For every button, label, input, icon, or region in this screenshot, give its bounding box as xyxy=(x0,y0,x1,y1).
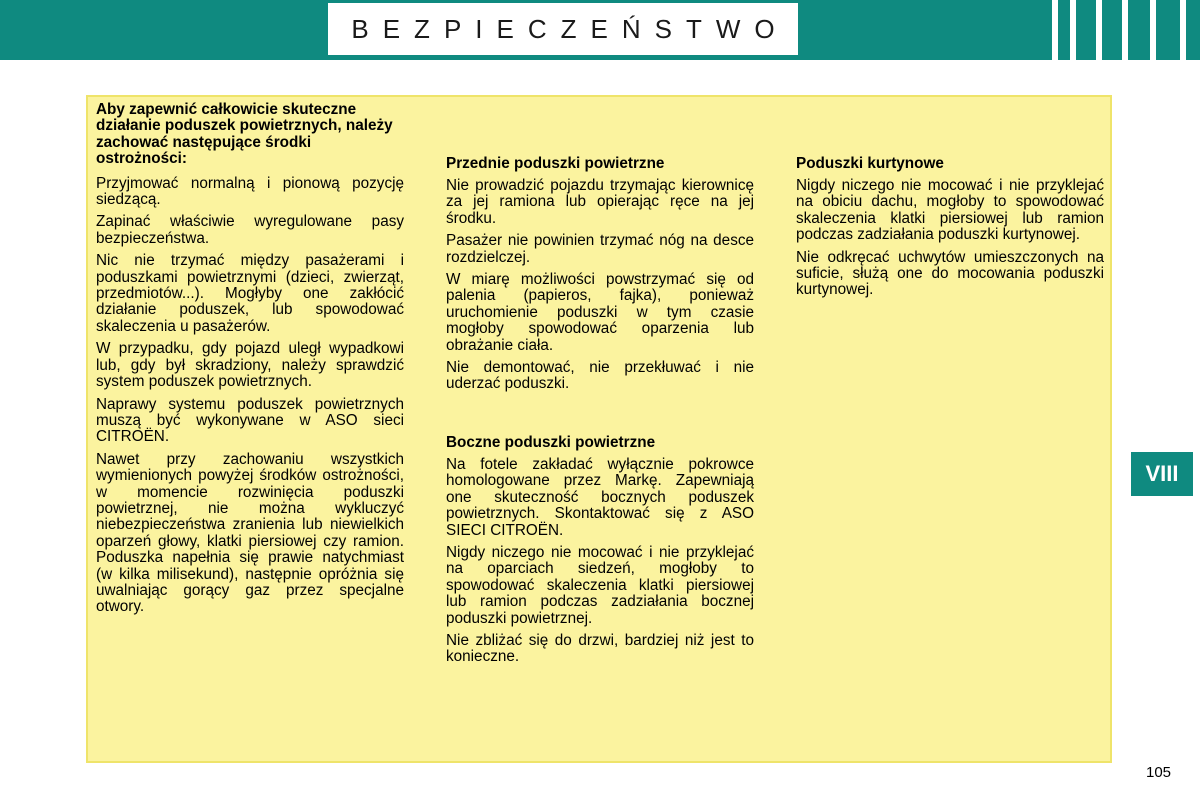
section-heading-curtain-airbags: Poduszki kurtynowe xyxy=(796,155,944,172)
header-stripe xyxy=(1122,0,1128,60)
header-stripe xyxy=(1150,0,1156,60)
paragraph: Nigdy niczego nie mocować i nie przyklejać na obiciu dachu, mogłoby to spowodować skaleczenia klatki piersiowej lub ramion podczas zadziałania poduszki kurtynowej. xyxy=(796,177,1104,244)
header-title-box xyxy=(328,3,798,55)
paragraph: W miarę możliwości powstrzymać się od palenia (papieros, fajka), ponieważ uruchomienie poduszki w tym czasie mogłoby spowodować oparzenia lub obrażanie ciała. xyxy=(446,271,754,354)
paragraph: Nic nie trzymać między pasażerami i poduszkami powietrznymi (dzieci, zwierząt, przedmiotów...). Mogłyby one zakłócić działanie poduszek, lub spowodować skaleczenia u pasażerów. xyxy=(96,252,404,335)
page-title: BEZPIECZEŃSTWO xyxy=(351,13,789,44)
column-precautions xyxy=(96,102,404,622)
header-stripe xyxy=(1070,0,1076,60)
section-heading-side-airbags: Boczne poduszki powietrzne xyxy=(446,434,656,451)
header-stripe xyxy=(1180,0,1186,60)
section-heading-front-airbags: Przednie poduszki powietrzne xyxy=(446,155,665,172)
paragraph: Nie demontować, nie przekłuwać i nie uderzać poduszki. xyxy=(446,359,754,393)
paragraph: W przypadku, gdy pojazd uległ wypadkowi lub, gdy był skradziony, należy sprawdzić system poduszek powietrznych. xyxy=(96,340,404,391)
paragraph: Nawet przy zachowaniu wszystkich wymienionych powyżej środków ostrożności, w momencie rozwinięcia poduszki powietrznej, nie można wykluczyć niebezpieczeństwa zranienia lub niewielkich oparzeń głowy, klatki piersiowej czy ramion. Poduszka napełnia się prawie natychmiast (w kilka milisekund), następnie opróżnia się uwalniając gorący gaz przez specjalne otwory. xyxy=(96,450,404,616)
precautions-lead: Aby zapewnić całkowicie skuteczne działanie poduszek powietrznych, należy zachować następujące środki ostrożności: xyxy=(96,101,393,168)
paragraph: Na fotele zakładać wyłącznie pokrowce homologowane przez Markę. Zapewniają one skuteczność bocznych poduszek powietrznych. Skontaktować się z ASO SIECI CITROËN. xyxy=(446,456,754,539)
header-stripe xyxy=(1052,0,1058,60)
page-number: 105 xyxy=(1146,764,1172,781)
column-front-side-airbags xyxy=(446,155,754,666)
paragraph: Zapinać właściwie wyregulowane pasy bezpieczeństwa. xyxy=(96,213,404,247)
paragraph: Nigdy niczego nie mocować i nie przyklejać na oparciach siedzeń, mogłoby to spowodować skaleczenia klatki piersiowej lub ramion podczas zadziałania bocznej poduszki powietrznej. xyxy=(446,544,754,627)
paragraph: Nie prowadzić pojazdu trzymając kierownicę za jej ramiona lub opierając ręce na jej środku. xyxy=(446,177,754,227)
paragraph: Pasażer nie powinien trzymać nóg na desce rozdzielczej. xyxy=(446,232,754,266)
side-airbags-section xyxy=(446,434,754,672)
paragraph: Nie odkręcać uchwytów umieszczonych na suficie, służą one do mocowania poduszki kurtynowej. xyxy=(796,248,1104,299)
chapter-tab: VIII xyxy=(1131,452,1193,496)
column-curtain-airbags xyxy=(796,155,1104,305)
paragraph: Nie zbliżać się do drzwi, bardziej niż jest to konieczne. xyxy=(446,632,754,666)
paragraph: Naprawy systemu poduszek powietrznych muszą być wykonywane w ASO sieci CITROËN. xyxy=(96,395,404,446)
header-stripe xyxy=(1096,0,1102,60)
paragraph: Przyjmować normalną i pionową pozycję siedzącą. xyxy=(96,174,404,209)
